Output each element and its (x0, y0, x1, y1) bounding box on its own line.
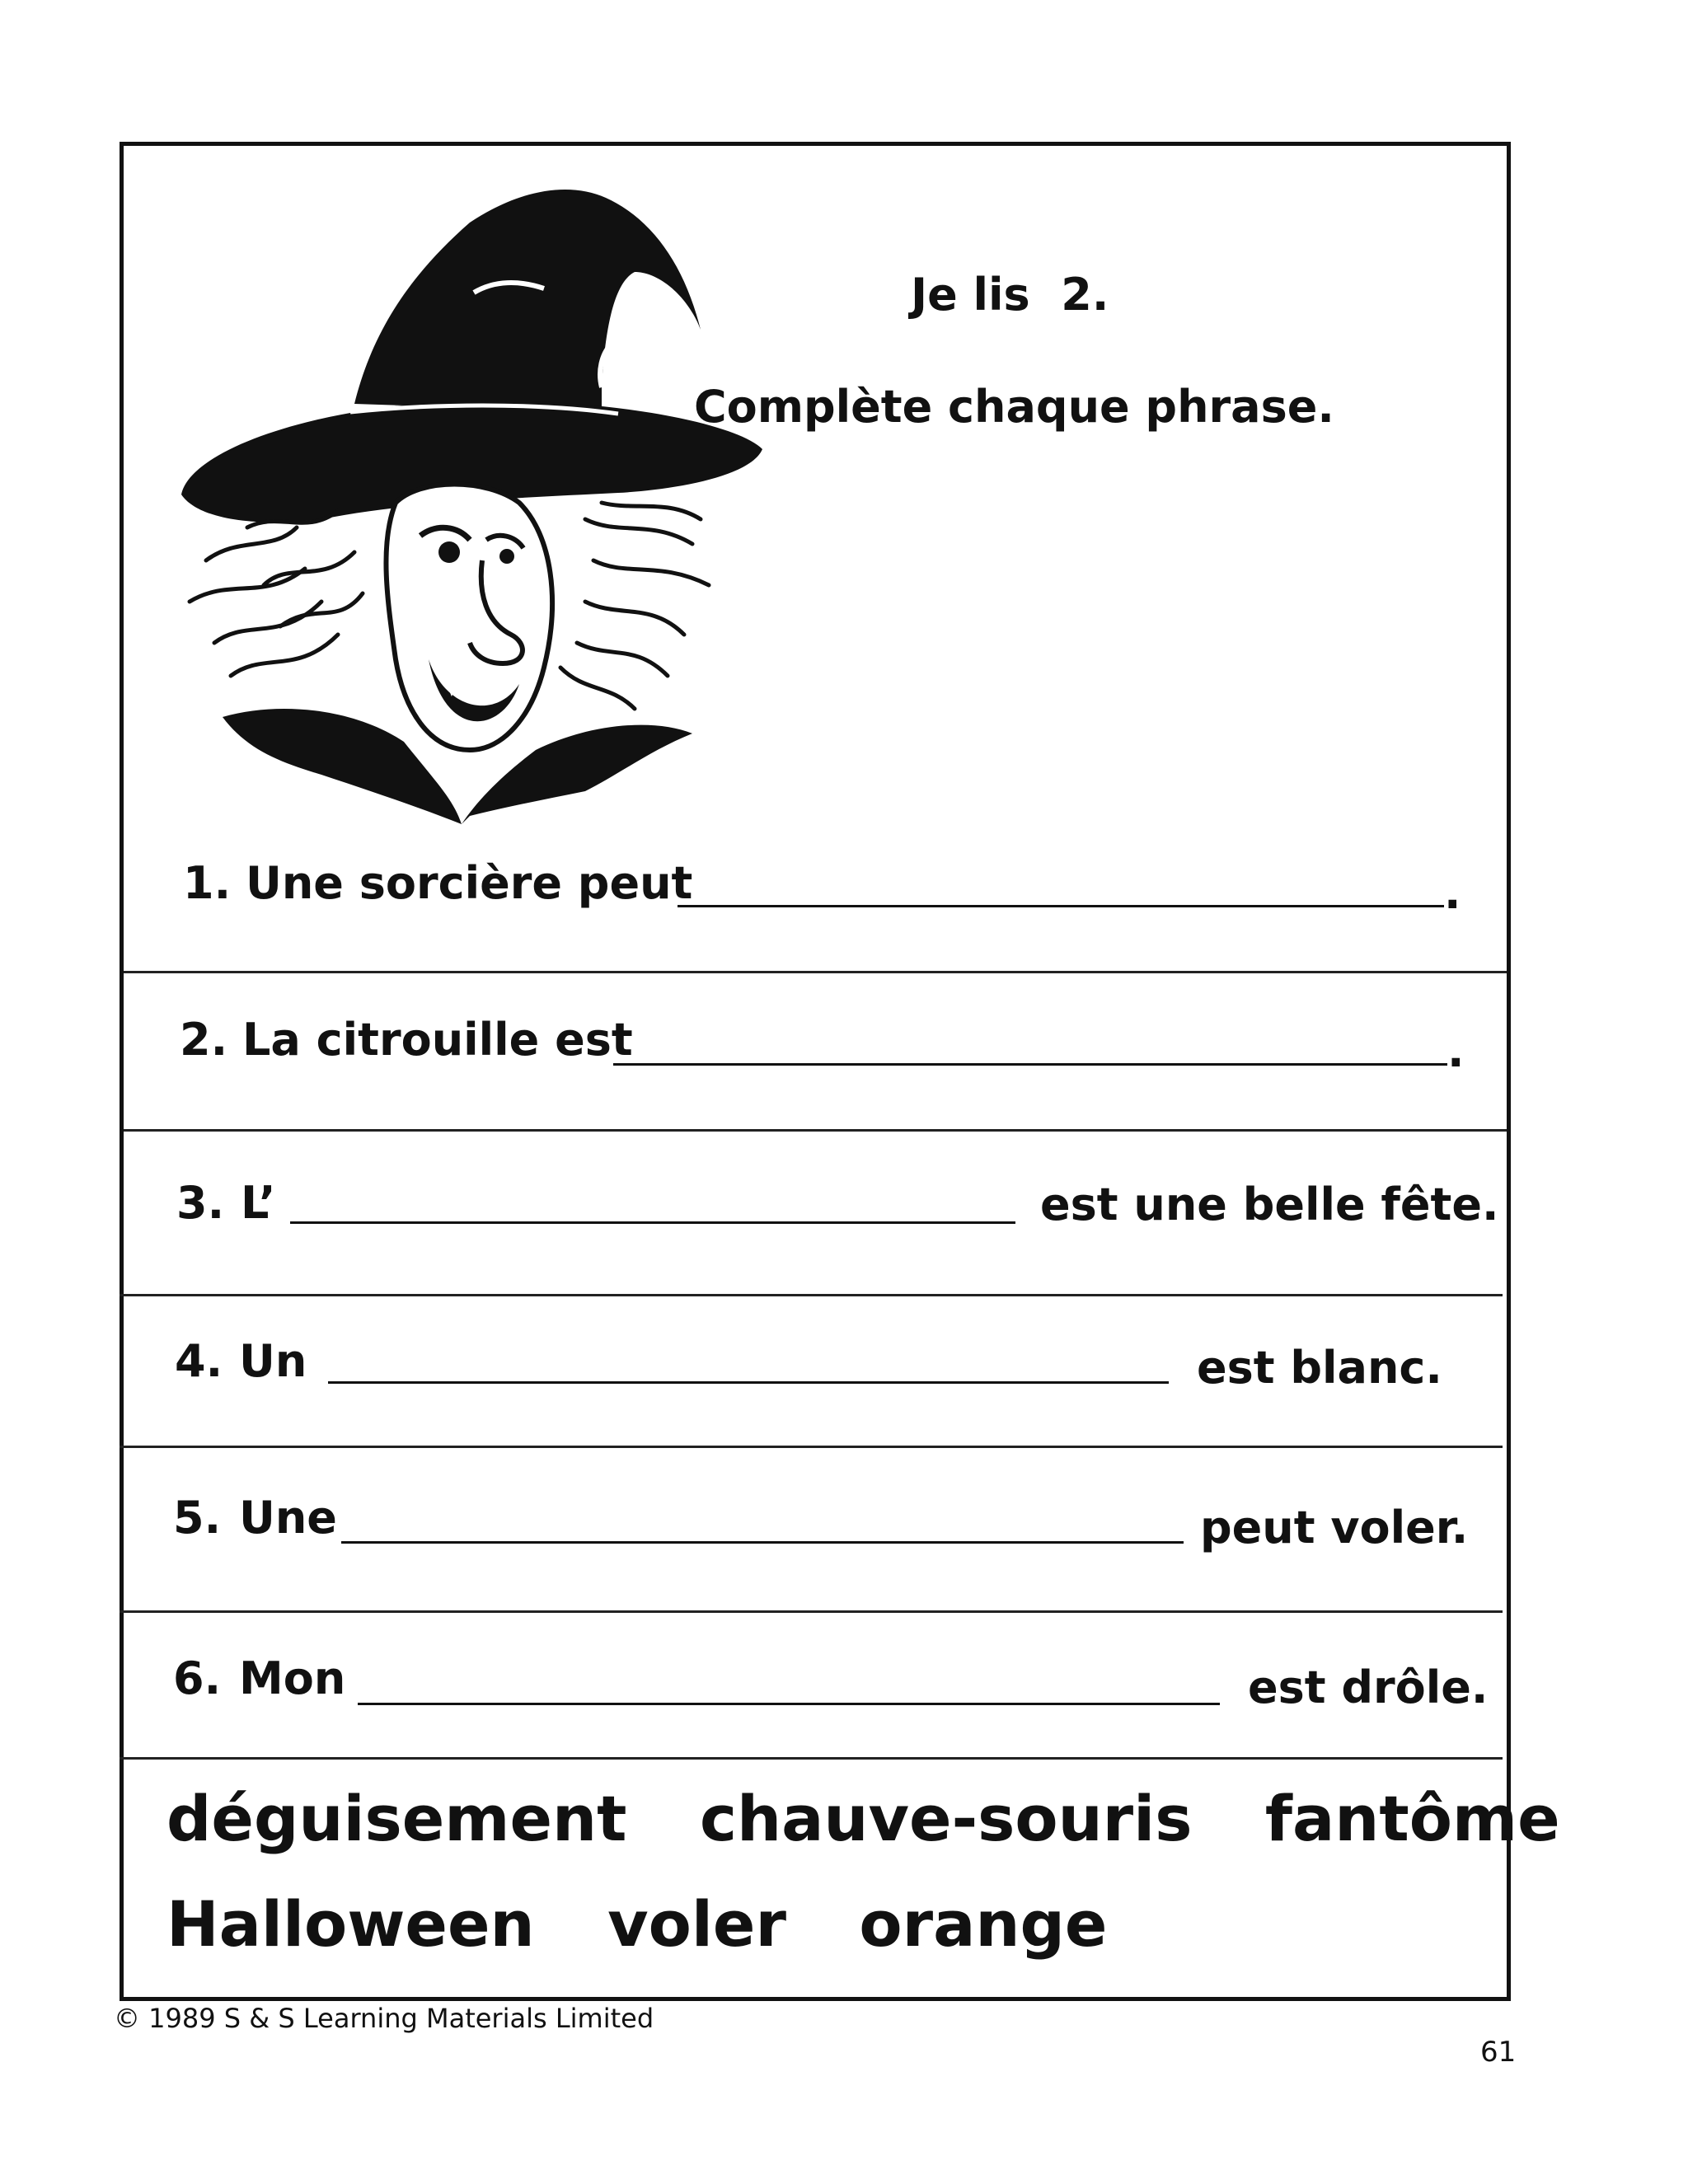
sentence-suffix: . (1444, 867, 1461, 919)
row-divider (120, 1294, 1503, 1296)
sentence-prefix: La citrouille est (242, 1014, 633, 1066)
sentence-number: 4. (175, 1335, 223, 1387)
copyright-notice: © 1989 S & S Learning Materials Limited (114, 2003, 654, 2034)
sentence-suffix: peut voler. (1200, 1502, 1469, 1554)
word-bank-word: chauve-souris (699, 1782, 1193, 1855)
word-bank-word: Halloween (166, 1887, 535, 1961)
answer-blank-3[interactable] (290, 1221, 1015, 1224)
word-bank-word: fantôme (1264, 1782, 1560, 1855)
answer-blank-4[interactable] (328, 1381, 1169, 1384)
sentence-number: 3. (176, 1177, 225, 1229)
word-bank-line-1 (166, 1782, 1611, 1855)
witch-icon (157, 173, 771, 824)
row-divider (124, 971, 1507, 973)
sentence-number: 1. (183, 857, 232, 909)
sentence-suffix: est blanc. (1197, 1342, 1442, 1394)
sentence-prefix: Une sorcière peut (246, 857, 693, 909)
row-divider (124, 1129, 1507, 1132)
sentence-number: 6. (173, 1652, 222, 1704)
word-bank-word: déguisement (166, 1782, 627, 1855)
row-divider (120, 1757, 1503, 1760)
sentence-prefix: L’ (241, 1177, 276, 1229)
answer-blank-5[interactable] (341, 1541, 1184, 1544)
sentence-number: 2. (180, 1014, 228, 1066)
sentence-number: 5. (173, 1492, 222, 1544)
word-bank-word: orange (859, 1887, 1108, 1961)
row-divider (120, 1610, 1503, 1613)
sentence-prefix: Un (239, 1335, 307, 1387)
sentence-suffix: . (1447, 1025, 1465, 1077)
row-divider (120, 1446, 1503, 1448)
sentence-suffix: est drôle. (1248, 1661, 1489, 1713)
answer-blank-6[interactable] (358, 1703, 1220, 1705)
page-number: 61 (1480, 2036, 1517, 2069)
sentence-prefix: Une (239, 1492, 337, 1544)
answer-blank-1[interactable] (678, 905, 1444, 907)
worksheet-title: Je lis 2. (911, 269, 1109, 321)
sentence-suffix: est une belle fête. (1040, 1179, 1499, 1230)
word-bank-line-2 (166, 1887, 1158, 1961)
answer-blank-2[interactable] (613, 1063, 1447, 1066)
sentence-prefix: Mon (239, 1652, 346, 1704)
word-bank-word: voler (607, 1887, 786, 1961)
worksheet-instruction: Complète chaque phrase. (694, 381, 1334, 433)
